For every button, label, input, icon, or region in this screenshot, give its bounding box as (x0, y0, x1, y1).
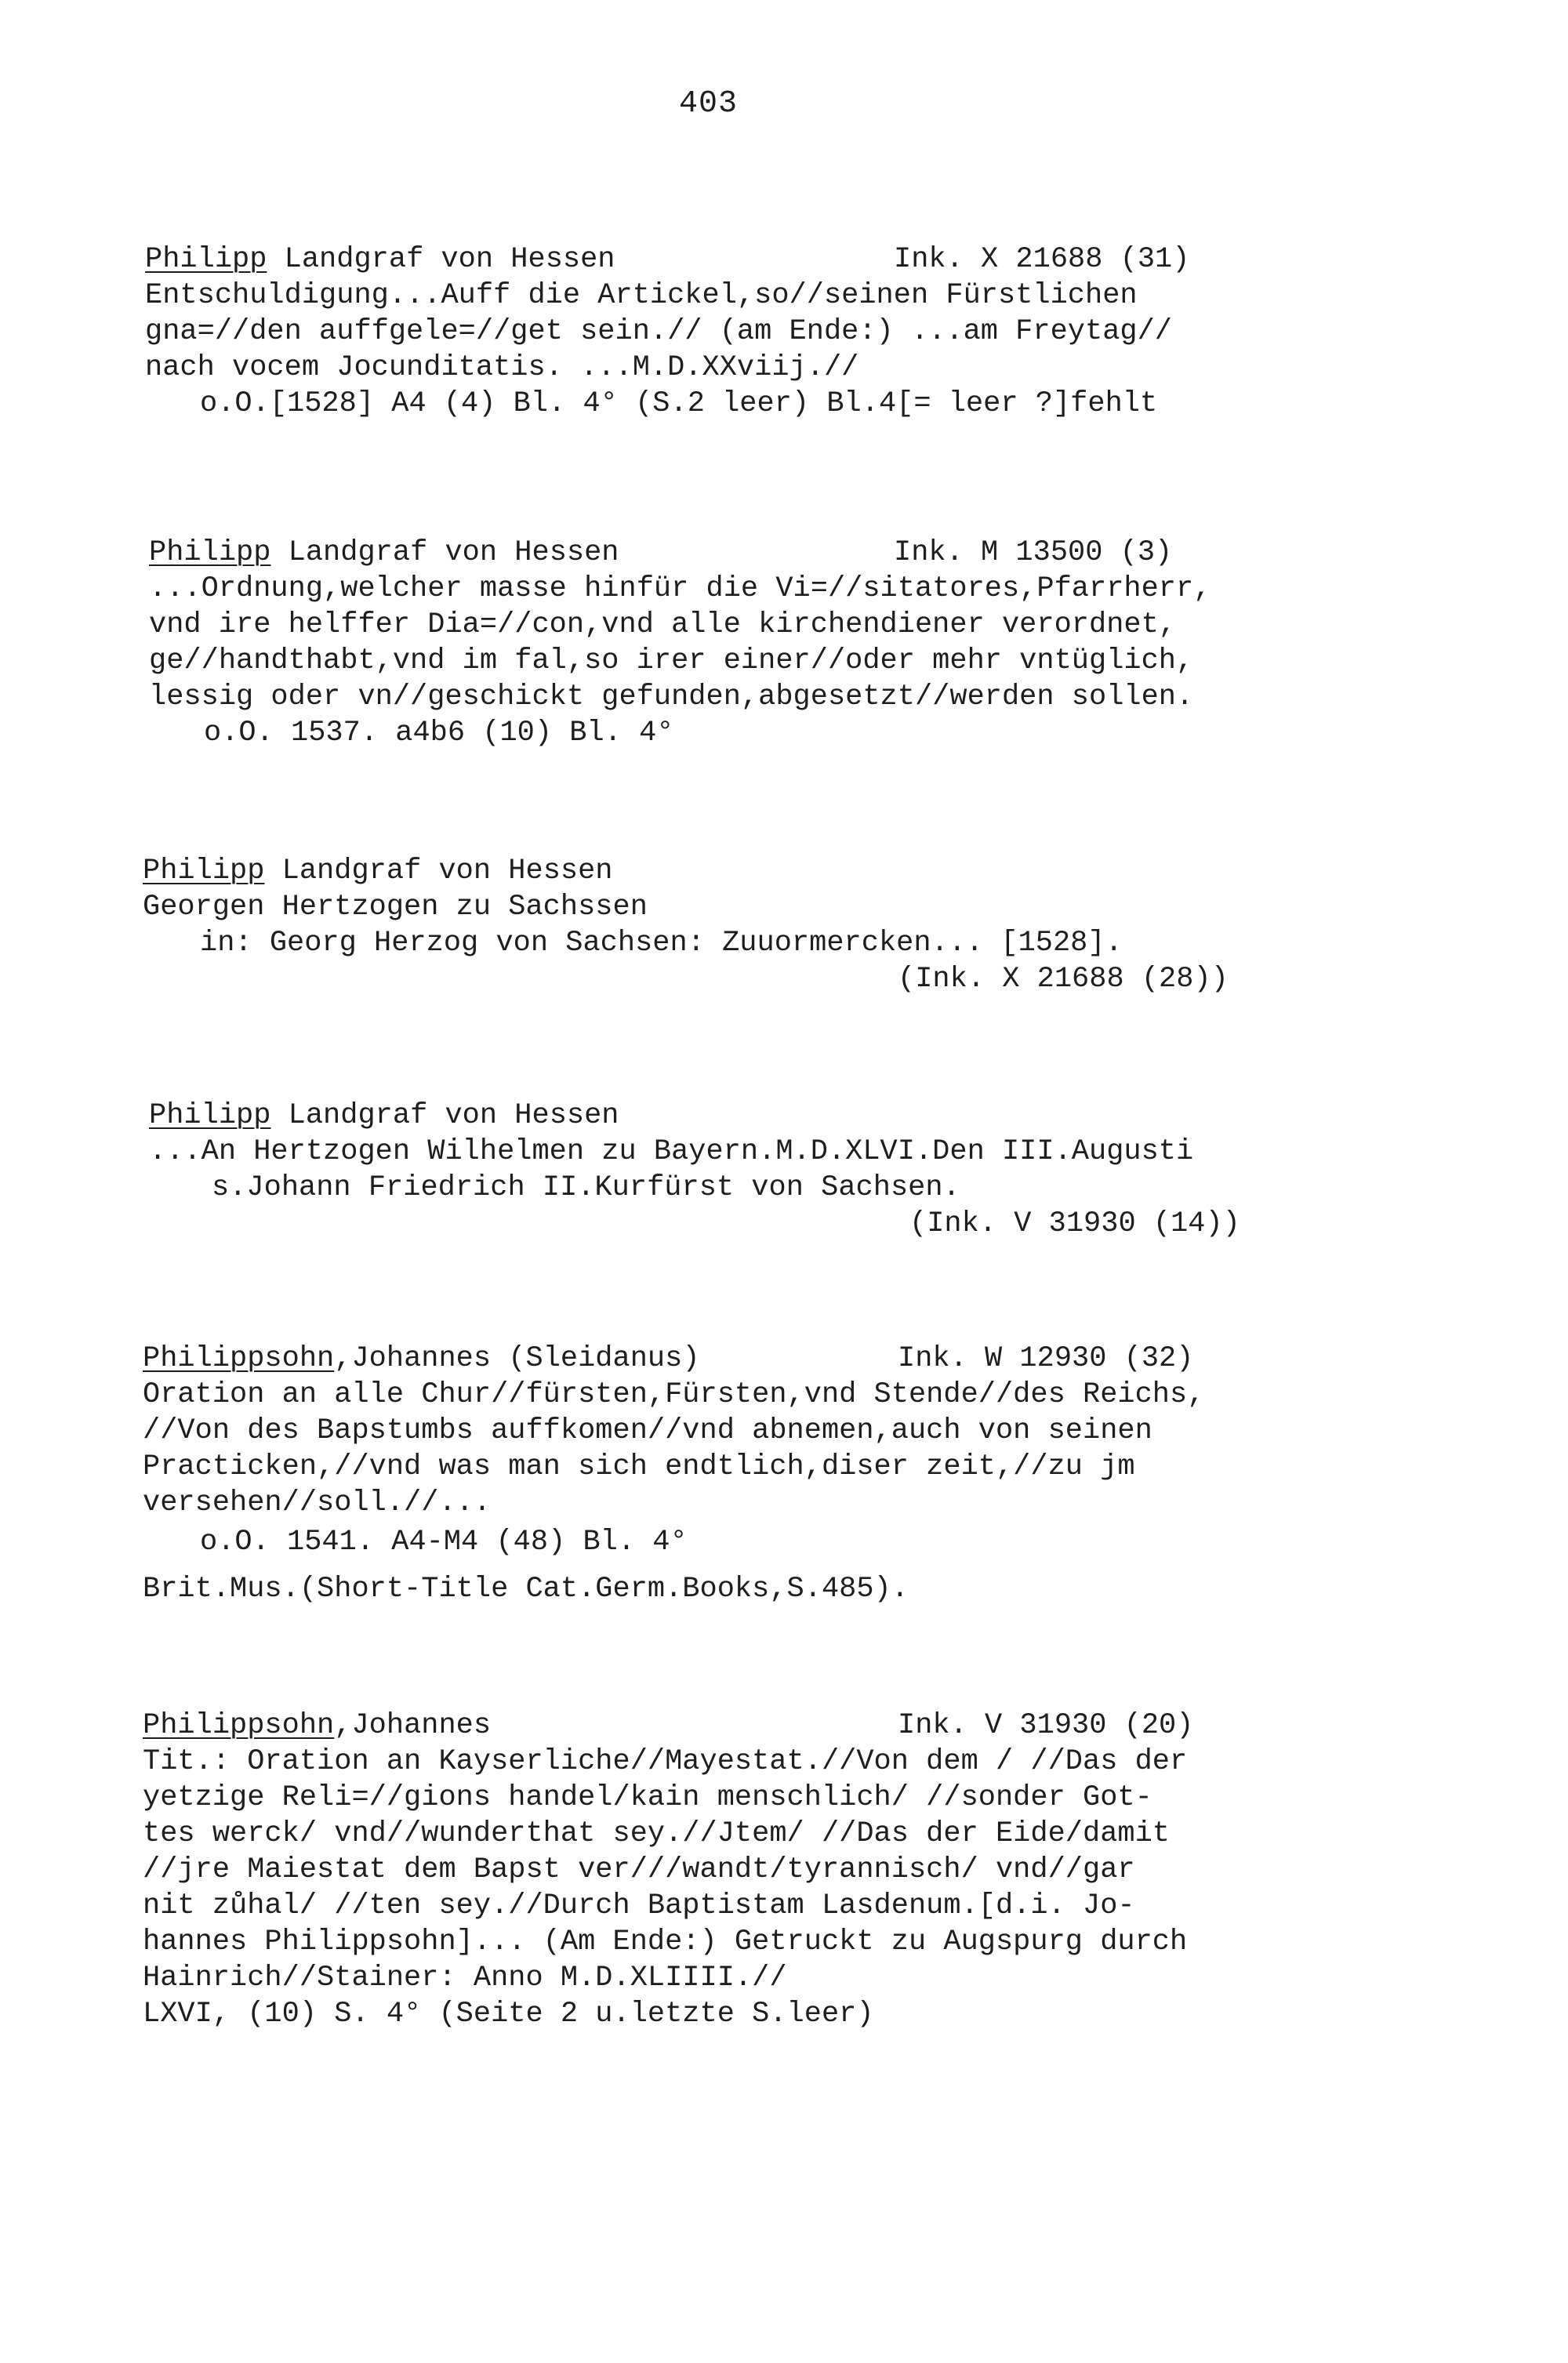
entry-line: Brit.Mus.(Short-Title Cat.Germ.Books,S.485). (143, 1573, 909, 1606)
entry-line: ge//handthabt,vnd im fal,so irer einer//oder mehr vntüglich, (149, 644, 1194, 677)
entry-line: tes werck/ vnd//wunderthat sey.//Jtem/ //Das der Eide/damit (143, 1817, 1171, 1850)
entry-heading-rest: Landgraf von Hessen (267, 243, 615, 276)
entry-heading (149, 535, 619, 571)
entry-heading-name: Philipp (143, 855, 265, 887)
entry-line: Oration an alle Chur//fürsten,Fürsten,vnd Stende//des Reichs, (143, 1378, 1205, 1411)
entry-line: Tit.: Oration an Kayserliche//Mayestat.//Von dem / //Das der (143, 1745, 1188, 1778)
entry-line: ...An Hertzogen Wilhelmen zu Bayern.M.D.XLVI.Den III.Augusti (149, 1135, 1194, 1168)
entry-heading-rest: Landgraf von Hessen (270, 1099, 619, 1132)
shelf-mark: Ink. W 12930 (32) (898, 1342, 1194, 1375)
shelf-mark: (Ink. V 31930 (14)) (909, 1207, 1240, 1240)
entry-line: Practicken,//vnd was man sich endtlich,diser zeit,//zu jm (143, 1450, 1135, 1483)
entry-line: Georgen Hertzogen zu Sachssen (143, 891, 648, 924)
entry-line: //jre Maiestat dem Bapst ver///wandt/tyrannisch/ vnd//gar (143, 1853, 1135, 1886)
entry-line: gna=//den auffgele=//get sein.// (am Ende:) ...am Freytag// (145, 315, 1173, 348)
entry-line: yetzige Reli=//gions handel/kain menschlich/ //sonder Got- (143, 1781, 1152, 1814)
entry-line: vnd ire helffer Dia=//con,vnd alle kirchendiener verordnet, (149, 608, 1177, 641)
entry-heading-name: Philipp (145, 243, 267, 276)
entry-line: nit zůhal/ //ten sey.//Durch Baptistam Lasdenum.[d.i. Jo- (143, 1889, 1135, 1922)
entry-line: s.Johann Friedrich II.Kurfürst von Sachsen. (212, 1171, 960, 1204)
entry-heading (143, 1341, 700, 1377)
entry-heading (145, 241, 615, 278)
entry-heading-rest: ,Johannes (334, 1709, 492, 1742)
entry-heading (143, 1708, 491, 1744)
shelf-mark: Ink. V 31930 (20) (898, 1709, 1194, 1742)
entry-line: LXVI, (10) S. 4° (Seite 2 u.letzte S.leer) (143, 1998, 874, 2031)
entry-line: o.O. 1537. a4b6 (10) Bl. 4° (204, 717, 674, 750)
entry-heading-name: Philipp (149, 1099, 271, 1132)
shelf-mark: Ink. X 21688 (31) (894, 243, 1190, 276)
entry-heading-name: Philipp (149, 536, 271, 569)
entry-line: hannes Philippsohn]... (Am Ende:) Getruckt zu Augspurg durch (143, 1926, 1188, 1958)
entry-line: ...Ordnung,welcher masse hinfür die Vi=//sitatores,Pfarrherr, (149, 572, 1211, 605)
entry-line: //Von des Bapstumbs auffkomen//vnd abnemen,auch von seinen (143, 1414, 1152, 1447)
page-number: 403 (679, 86, 739, 122)
entry-line: nach vocem Jocunditatis. ...M.D.XXviij.// (145, 351, 859, 384)
entry-line: o.O.[1528] A4 (4) Bl. 4° (S.2 leer) Bl.4[= leer ?]fehlt (200, 387, 1158, 420)
entry-line: Entschuldigung...Auff die Artickel,so//seinen Fürstlichen (145, 279, 1138, 312)
entry-heading (143, 853, 613, 889)
entry-heading (149, 1098, 619, 1134)
entry-heading-name: Philippsohn (143, 1342, 335, 1375)
entry-line: versehen//soll.//... (143, 1486, 492, 1519)
entry-line: Hainrich//Stainer: Anno M.D.XLIIII.// (143, 1962, 787, 1995)
entry-heading-rest: Landgraf von Hessen (264, 855, 613, 887)
entry-heading-name: Philippsohn (143, 1709, 335, 1742)
entry-heading-rest: Landgraf von Hessen (270, 536, 619, 569)
shelf-mark: (Ink. X 21688 (28)) (898, 963, 1229, 996)
shelf-mark: Ink. M 13500 (3) (894, 536, 1173, 569)
entry-line: in: Georg Herzog von Sachsen: Zuuormercken... [1528]. (200, 927, 1123, 960)
entry-heading-rest: ,Johannes (Sleidanus) (334, 1342, 700, 1375)
entry-line: o.O. 1541. A4-M4 (48) Bl. 4° (200, 1526, 688, 1559)
entry-line: lessig oder vn//geschickt gefunden,abgesetzt//werden sollen. (149, 681, 1194, 713)
